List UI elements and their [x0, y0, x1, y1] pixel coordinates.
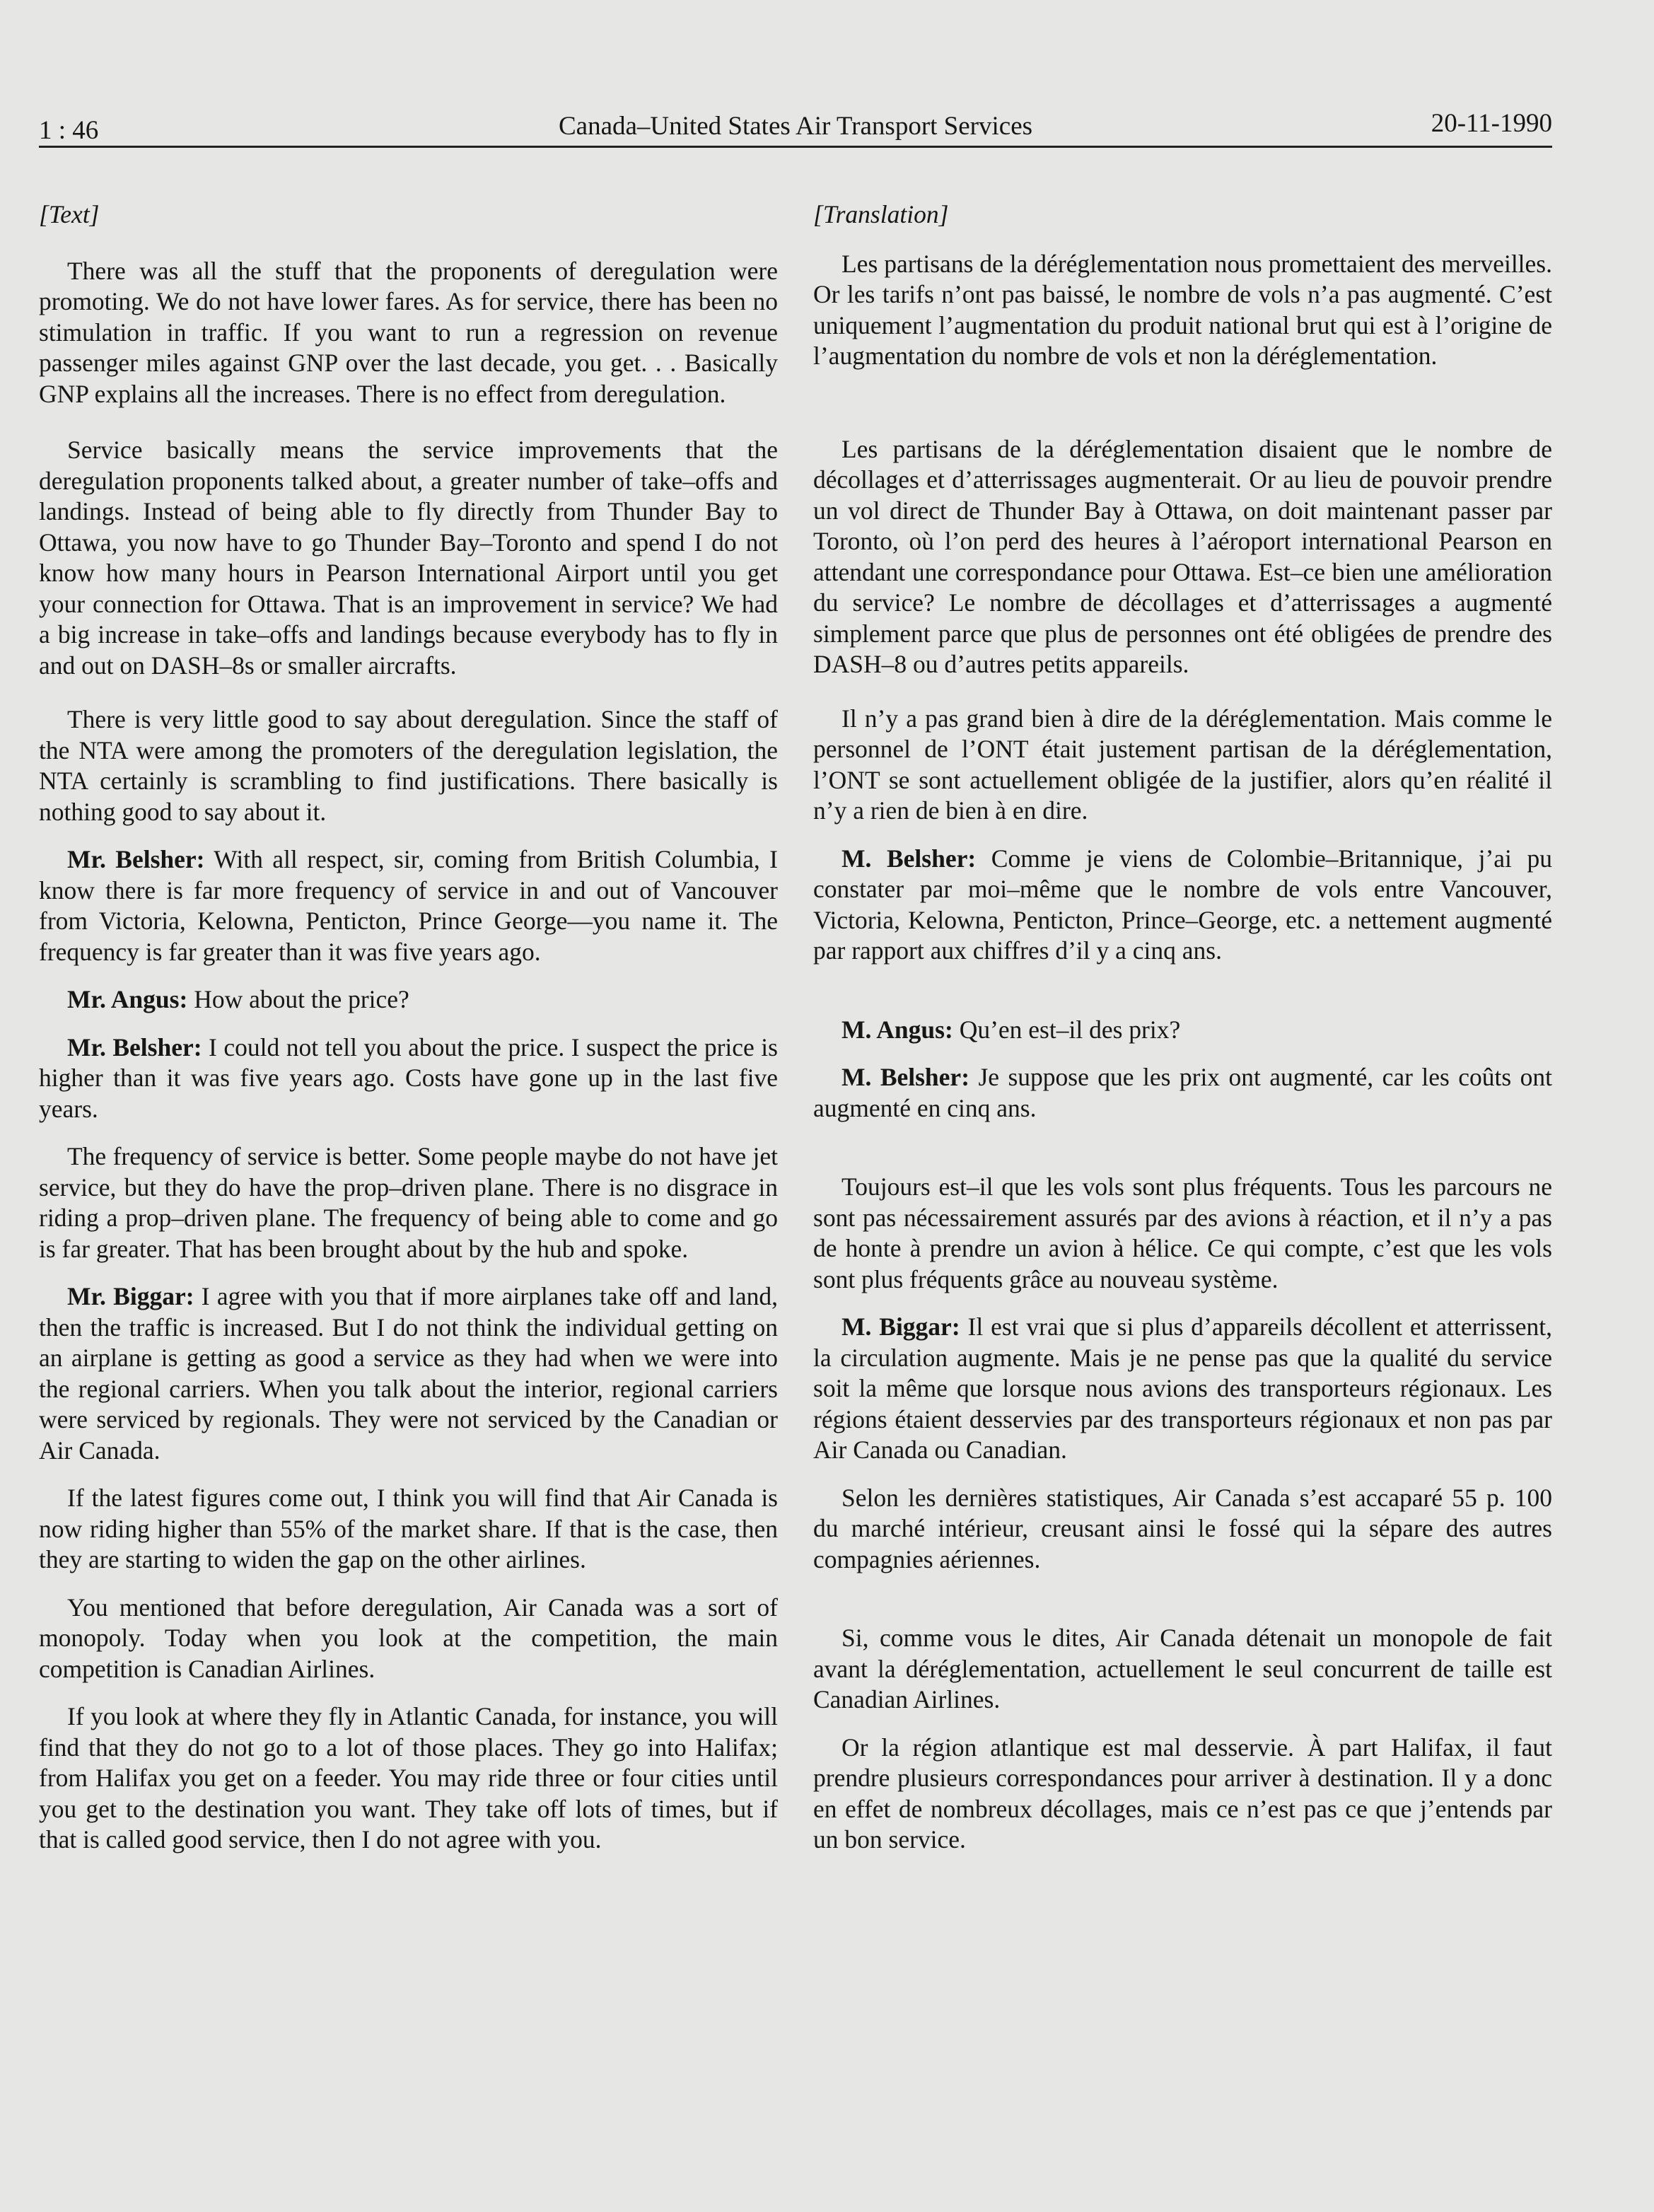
paragraph: There is very little good to say about deregulation. Since the staff of the NTA were among the promoters of the deregulation legislation, the NTA certainly is scrambling to find justifications. There basically is nothing good to say about it.: [39, 705, 778, 826]
speaker-paragraph: [39, 844, 778, 967]
french-column: [813, 199, 1552, 1856]
paragraph: Service basically means the service improvements that the deregulation proponents talked about, a greater number of take–offs and landings. Instead of being able to fly directly from Thunder Bay to Ottawa, you now have to go Thunder Bay–Toronto and spend I do not know how many hours in Pearson International Airport until you get your connection for Ottawa. That is an improvement in service? We had a big increase in take–offs and landings because everybody has to fly in and out on DASH–8s or smaller aircrafts.: [39, 436, 778, 680]
speech-text: With all respect, sir, coming from British Columbia, I know there is far more frequency of service in and out of Vancouver from Victoria, Kelowna, Penticton, Prince George—you name it. The frequency is far greater than it was five years ago.: [39, 845, 778, 966]
speaker-paragraph: [813, 1062, 1552, 1124]
paragraph: The frequency of service is better. Some people maybe do not have jet service, but they do have the prop–driven plane. There is no disgrace in riding a prop–driven plane. The frequency of being able to come and go is far greater. That has been brought about by the hub and spoke.: [39, 1142, 778, 1263]
speech-text: Comme je viens de Colombie–Britannique, j’ai pu constater par moi–même que le nombre de vols entre Vancouver, Victoria, Kelowna, Penticton, Prince–George, etc. a nettement augmenté par rapport aux chiffres d’il y a cinq ans.: [813, 844, 1552, 965]
paragraph: You mentioned that before deregulation, Air Canada was a sort of monopoly. Today when you look at the competition, the main competition is Canadian Airlines.: [39, 1593, 778, 1683]
speech-text: I could not tell you about the price. I suspect the price is higher than it was five years ago. Costs have gone up in the last five years.: [39, 1032, 778, 1123]
speaker-name: M. Belsher:: [841, 1063, 970, 1091]
speaker-name: M. Angus:: [841, 1015, 953, 1044]
speech-text: I agree with you that if more airplanes take off and land, then the traffic is increased. But I do not think the individual getting on an airplane is getting as good a service as they had when we were into the regional carriers. When you talk about the interior, regional carriers were serviced by regionals. They were not serviced by the Canadian or Air Canada.: [39, 1282, 778, 1465]
speaker-paragraph: [813, 844, 1552, 967]
speaker-name: Mr. Angus:: [67, 985, 188, 1013]
paragraph: Selon les dernières statistiques, Air Canada s’est accaparé 55 p. 100 du marché intérieur, creusant ainsi le fossé qui la sépare des autres compagnies aériennes.: [813, 1483, 1552, 1573]
speech-text: Je suppose que les prix ont augmenté, car les coûts ont augmenté en cinq ans.: [813, 1063, 1552, 1122]
paragraph: If the latest figures come out, I think you will find that Air Canada is now riding higher than 55% of the market share. If that is the case, then they are starting to widen the gap on the other airlines.: [39, 1484, 778, 1573]
speaker-paragraph: [39, 984, 778, 1015]
paragraph: There was all the stuff that the proponents of deregulation were promoting. We do not have lower fares. As for service, there has been no stimulation in traffic. If you want to run a regression on revenue passenger miles against GNP over the last decade, you get. . . Basically GNP explains all the increases. There is no effect from deregulation.: [39, 256, 778, 408]
speaker-paragraph: [813, 1312, 1552, 1466]
speaker-name: Mr. Belsher:: [67, 1032, 202, 1061]
speech-text: How about the price?: [187, 985, 409, 1013]
english-column: [39, 199, 778, 1856]
header-date: 20-11-1990: [1431, 109, 1552, 138]
speaker-paragraph: [39, 1281, 778, 1466]
running-title: Canada–United States Air Transport Services: [558, 112, 1033, 141]
translation-tag: [Translation]: [813, 200, 949, 228]
text-tag: [Text]: [39, 200, 100, 228]
paragraph: Les partisans de la déréglementation nous promettaient des merveilles. Or les tarifs n’ont pas baissé, le nombre de vols n’a pas augmenté. C’est uniquement l’augmentation du produit national brut qui est à l’origine de l’augmentation du nombre de vols et non la déréglementation.: [813, 249, 1552, 370]
paragraph: Il n’y a pas grand bien à dire de la déréglementation. Mais comme le personnel de l’ONT était justement partisan de la déréglementation, l’ONT se sont actuellement obligée de la justifier, alors qu’en réalité il n’y a rien de bien à en dire.: [813, 704, 1552, 825]
speech-text: Il est vrai que si plus d’appareils décollent et atterrissent, la circulation augmente. Mais je ne pense pas que la qualité du service soit la même que lorsque nous avions des transporteurs régionaux. Les régions étaient desservies par des transporteurs régionaux et non pas par Air Canada ou Canadian.: [813, 1312, 1552, 1464]
paragraph: If you look at where they fly in Atlantic Canada, for instance, you will find that they do not go to a lot of those places. They go into Halifax; from Halifax you get on a feeder. You may ride three or four cities until you get to the destination you want. They take off lots of times, but if that is called good service, then I do not agree with you.: [39, 1702, 778, 1853]
paragraph: Les partisans de la déréglementation disaient que le nombre de décollages et d’atterrissages augmenterait. Or au lieu de pouvoir prendre un vol direct de Thunder Bay à Ottawa, on doit maintenant passer par Toronto, où l’on perd des heures à l’aéroport international Pearson en attendant une correspondance pour Ottawa. Est–ce bien une amélioration du service? Le nombre de décollages et d’atterrissages a augmenté simplement parce que plus de personnes ont été obligées de prendre des DASH–8 ou d’autres petits appareils.: [813, 434, 1552, 678]
paragraph: Or la région atlantique est mal desservie. À part Halifax, il faut prendre plusieurs correspondances pour arriver à destination. Il y a donc en effet de nombreux décollages, mais ce n’est pas ce que j’entends par un bon service.: [813, 1733, 1552, 1853]
paragraph: Si, comme vous le dites, Air Canada détenait un monopole de fait avant la déréglementation, actuellement le seul concurrent de taille est Canadian Airlines.: [813, 1624, 1552, 1713]
paragraph: Toujours est–il que les vols sont plus fréquents. Tous les parcours ne sont pas nécessairement assurés par des avions à réaction, et il n’y a pas de honte à prendre un avion à hélice. Ce qui compte, c’est que les vols sont plus fréquents grâce au nouveau système.: [813, 1172, 1552, 1293]
speaker-name: Mr. Belsher:: [67, 845, 205, 873]
speaker-paragraph: [39, 1032, 778, 1125]
page-header: [39, 105, 1552, 148]
speaker-name: M. Biggar:: [841, 1312, 960, 1341]
speech-text: Qu’en est–il des prix?: [953, 1015, 1181, 1044]
page-number: 1 : 46: [39, 116, 99, 145]
speaker-paragraph: [813, 1015, 1552, 1046]
speaker-name: Mr. Biggar:: [67, 1282, 194, 1310]
speaker-name: M. Belsher:: [841, 844, 977, 873]
